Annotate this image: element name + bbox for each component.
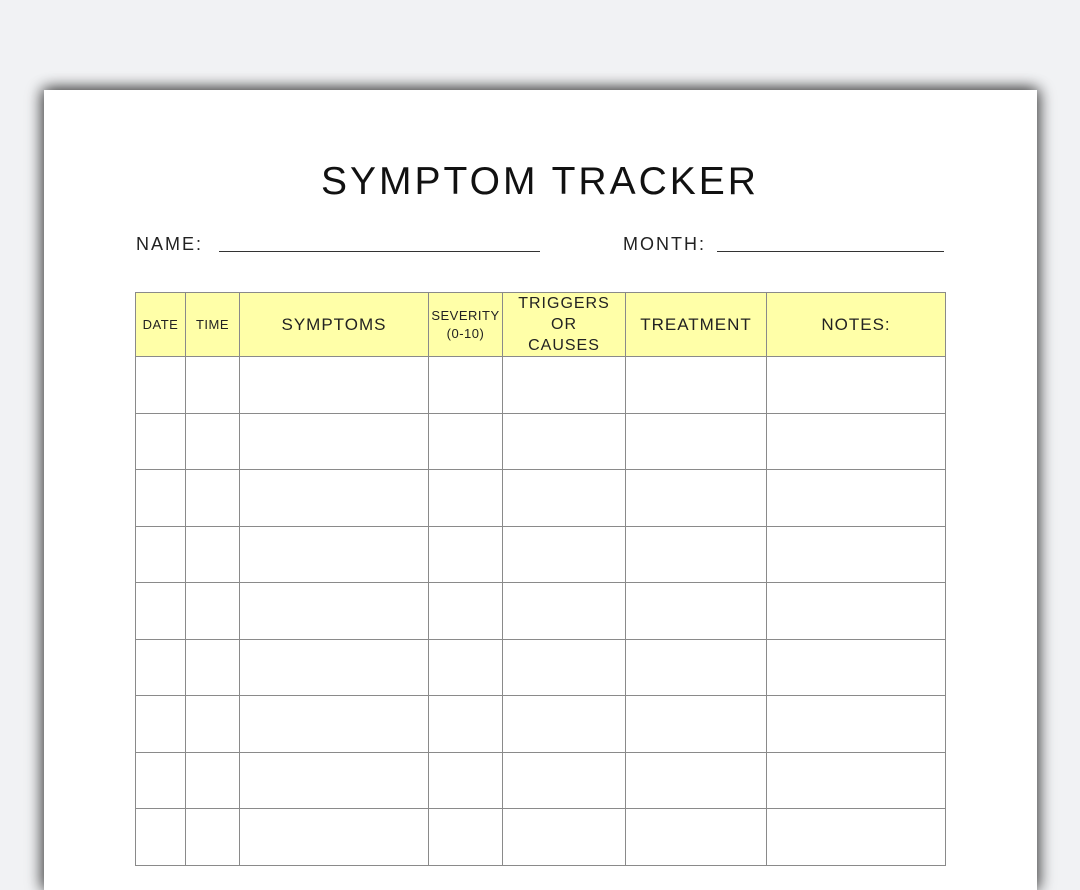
name-blank-line[interactable] [219,251,540,252]
cell-time[interactable] [186,696,240,753]
cell-severity[interactable] [429,413,503,470]
cell-symptoms[interactable] [240,809,429,866]
cell-time[interactable] [186,413,240,470]
cell-symptoms[interactable] [240,357,429,414]
cell-triggers[interactable] [503,357,626,414]
cell-date[interactable] [136,357,186,414]
cell-notes[interactable] [767,639,946,696]
cell-notes[interactable] [767,752,946,809]
cell-severity[interactable] [429,809,503,866]
cell-notes[interactable] [767,696,946,753]
cell-time[interactable] [186,809,240,866]
cell-notes[interactable] [767,470,946,527]
cell-treatment[interactable] [626,809,767,866]
cell-triggers[interactable] [503,752,626,809]
column-header-notes: NOTES: [767,293,946,357]
cell-time[interactable] [186,470,240,527]
table-row [136,639,946,696]
cell-severity[interactable] [429,752,503,809]
cell-severity[interactable] [429,583,503,640]
cell-triggers[interactable] [503,696,626,753]
cell-symptoms[interactable] [240,413,429,470]
cell-time[interactable] [186,526,240,583]
cell-symptoms[interactable] [240,752,429,809]
cell-notes[interactable] [767,583,946,640]
cell-triggers[interactable] [503,639,626,696]
cell-time[interactable] [186,583,240,640]
cell-treatment[interactable] [626,470,767,527]
cell-treatment[interactable] [626,639,767,696]
cell-date[interactable] [136,470,186,527]
table-row [136,357,946,414]
cell-severity[interactable] [429,696,503,753]
table-row [136,696,946,753]
cell-time[interactable] [186,752,240,809]
table-row [136,809,946,866]
cell-triggers[interactable] [503,526,626,583]
cell-severity[interactable] [429,357,503,414]
cell-notes[interactable] [767,413,946,470]
cell-triggers[interactable] [503,470,626,527]
table-row [136,413,946,470]
column-header-date: DATE [136,293,186,357]
table-row [136,526,946,583]
table-body [136,357,946,866]
cell-date[interactable] [136,696,186,753]
cell-symptoms[interactable] [240,470,429,527]
column-header-triggers: TRIGGERS OR CAUSES [503,293,626,357]
cell-symptoms[interactable] [240,639,429,696]
cell-treatment[interactable] [626,413,767,470]
cell-symptoms[interactable] [240,696,429,753]
cell-symptoms[interactable] [240,526,429,583]
cell-date[interactable] [136,413,186,470]
name-label: NAME: [136,234,204,254]
table-row [136,583,946,640]
cell-treatment[interactable] [626,357,767,414]
cell-triggers[interactable] [503,809,626,866]
column-header-time: TIME [186,293,240,357]
cell-treatment[interactable] [626,583,767,640]
cell-time[interactable] [186,357,240,414]
cell-notes[interactable] [767,526,946,583]
cell-symptoms[interactable] [240,583,429,640]
cell-time[interactable] [186,639,240,696]
cell-severity[interactable] [429,470,503,527]
column-header-treatment: TREATMENT [626,293,767,357]
month-label: MONTH: [623,234,706,254]
cell-triggers[interactable] [503,583,626,640]
cell-severity[interactable] [429,526,503,583]
page-title: SYMPTOM TRACKER [321,160,759,203]
cell-notes[interactable] [767,809,946,866]
cell-date[interactable] [136,752,186,809]
cell-treatment[interactable] [626,696,767,753]
column-header-symptoms: SYMPTOMS [240,293,429,357]
cell-date[interactable] [136,639,186,696]
column-header-severity: SEVERITY (0-10) [429,293,503,357]
table-row [136,752,946,809]
cell-treatment[interactable] [626,526,767,583]
table-header-row [136,293,946,357]
cell-triggers[interactable] [503,413,626,470]
symptom-table [135,292,946,866]
month-blank-line[interactable] [717,251,944,252]
cell-treatment[interactable] [626,752,767,809]
table-row [136,470,946,527]
cell-date[interactable] [136,583,186,640]
cell-date[interactable] [136,809,186,866]
cell-date[interactable] [136,526,186,583]
cell-severity[interactable] [429,639,503,696]
cell-notes[interactable] [767,357,946,414]
